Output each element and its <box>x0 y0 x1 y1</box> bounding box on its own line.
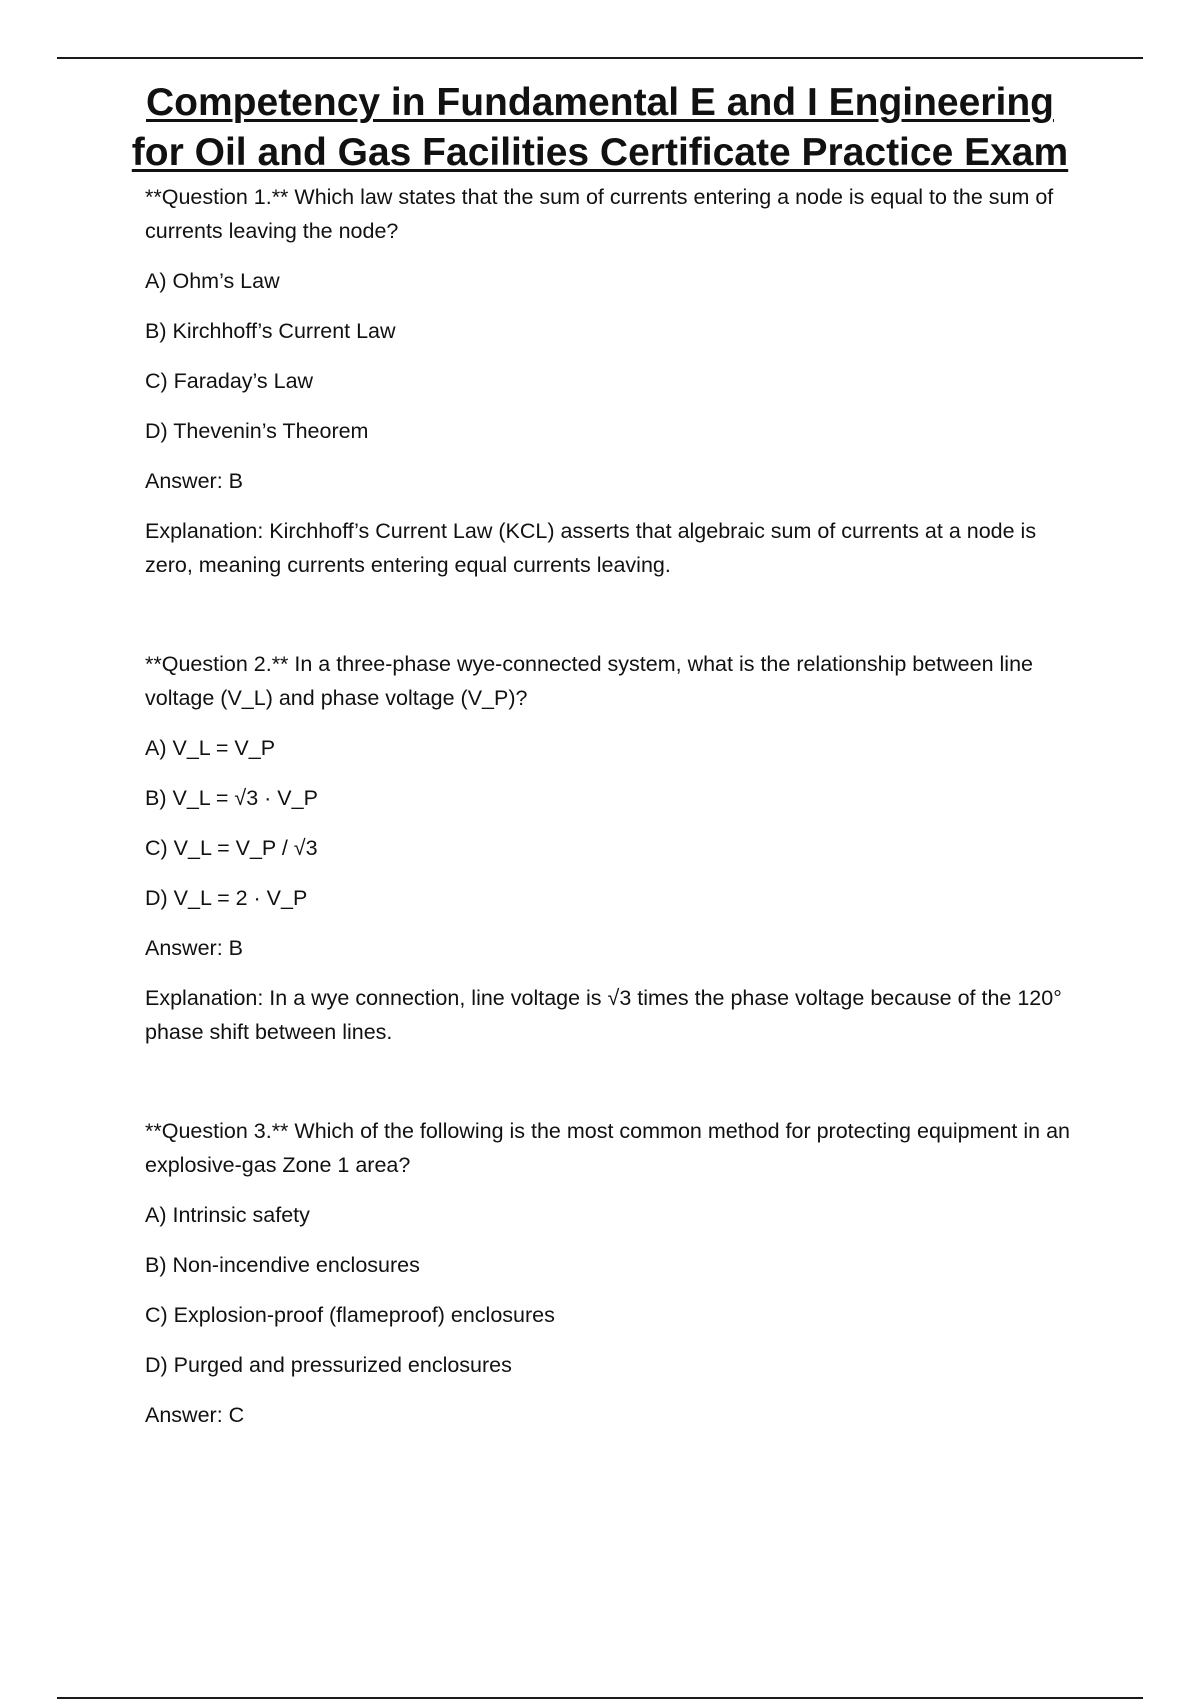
option-c: C) Faraday’s Law <box>145 369 314 393</box>
option-d: D) V_L = 2 · V_P <box>145 886 308 910</box>
question-prompt: **Question 3.** Which of the following is the most common method for protecting equipment in an explosive-gas Zone 1 area? <box>145 1119 1070 1177</box>
explanation: Explanation: Kirchhoff’s Current Law (KCL) asserts that algebraic sum of currents at a node is zero, meaning currents entering equal currents leaving. <box>145 519 1037 577</box>
question-prompt: **Question 1.** Which law states that the sum of currents entering a node is equal to the sum of currents leaving the node? <box>145 185 1054 243</box>
explanation: Explanation: In a wye connection, line voltage is √3 times the phase voltage because of the 120° phase shift between lines. <box>145 986 1062 1044</box>
option-d: D) Purged and pressurized enclosures <box>145 1353 512 1377</box>
header-rule <box>57 57 1143 59</box>
question-block-3 <box>145 1114 1085 1432</box>
question-block-2 <box>145 647 1085 1049</box>
answer: Answer: B <box>145 469 243 493</box>
option-c: C) Explosion-proof (flameproof) enclosures <box>145 1303 555 1327</box>
option-a: A) Ohm’s Law <box>145 269 280 293</box>
title-line-1: Competency in Fundamental E and I Engineering <box>146 81 1054 124</box>
option-a: A) V_L = V_P <box>145 736 276 760</box>
option-b: B) Kirchhoff’s Current Law <box>145 319 396 343</box>
answer: Answer: C <box>145 1403 245 1427</box>
exam-body <box>145 180 1085 1432</box>
answer: Answer: B <box>145 936 243 960</box>
document-title <box>100 78 1100 178</box>
option-b: B) Non-incendive enclosures <box>145 1253 420 1277</box>
footer-rule <box>57 1697 1143 1699</box>
question-block-1 <box>145 180 1085 582</box>
option-a: A) Intrinsic safety <box>145 1203 310 1227</box>
question-prompt: **Question 2.** In a three-phase wye-connected system, what is the relationship between line voltage (V_L) and phase voltage (V_P)? <box>145 652 1033 710</box>
title-line-2: for Oil and Gas Facilities Certificate Practice Exam <box>131 131 1069 174</box>
option-c: C) V_L = V_P / √3 <box>145 836 318 860</box>
option-d: D) Thevenin’s Theorem <box>145 419 369 443</box>
option-b: B) V_L = √3 · V_P <box>145 786 318 810</box>
